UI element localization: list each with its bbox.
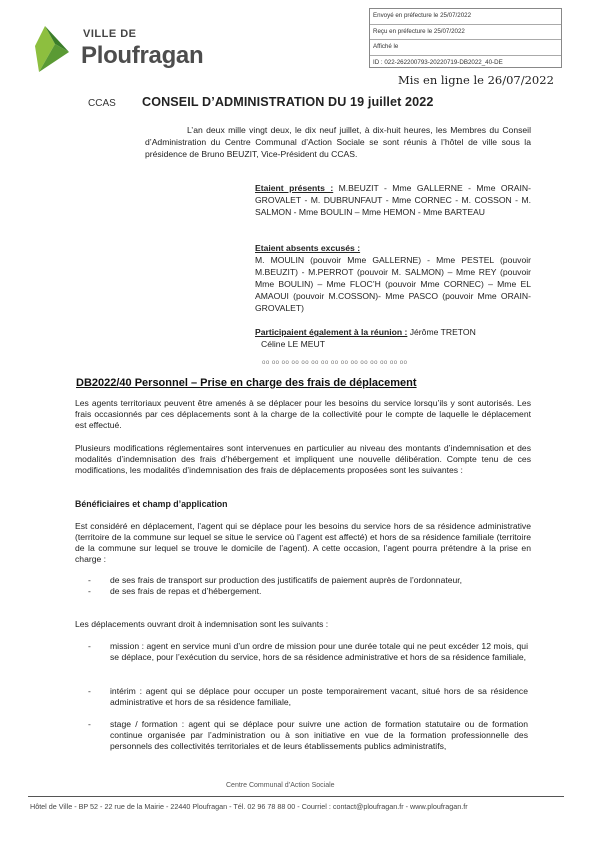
list-item: - intérim : agent qui se déplace pour occuper un poste temporairement vacant, situé hors de sa résidence administrative et hors de sa résidence familiale, bbox=[88, 686, 528, 707]
list-item: - de ses frais de transport sur production des justificatifs de paiement auprès de l’ordonnateur, bbox=[88, 575, 463, 585]
list-item: - mission : agent en service muni d’un ordre de mission pour une durée totale qui ne peut excéder 12 mois, qui se déplace, pour l’exécution du service, hors de sa résidence administrative et hors de sa résidence familiale, bbox=[88, 641, 528, 662]
online-date: Mis en ligne le 26/07/2022 bbox=[398, 73, 554, 87]
attendees-present bbox=[255, 182, 531, 218]
present-list: M.BEUZIT - Mme GALLERNE - Mme ORAIN-GROVALET - M. DUBRUNFAUT - Mme CORNEC - M. COSSON - M. SALMON - Mme BOULIN – Mme HEMON - Mme BARTEAU bbox=[255, 183, 531, 217]
subsection-title: Bénéficiaires et champ d’application bbox=[75, 499, 228, 509]
paragraph-1: Les agents territoriaux peuvent être amenés à se déplacer pour les besoins du service lorsqu’ils y sont autorisés. Les frais occasionnés par ces déplacements sont à la charge de la collectivité pour le compte de laquelle le déplacement est effectué. bbox=[75, 398, 531, 430]
list-deplacements-2 bbox=[88, 686, 528, 708]
stamp-line: Envoyé en préfecture le 25/07/2022 bbox=[370, 9, 561, 25]
participants-list: Jérôme TRETON bbox=[407, 327, 476, 337]
prefecture-stamp bbox=[369, 8, 562, 68]
ccas-label: CCAS bbox=[88, 98, 116, 109]
list-item: - de ses frais de repas et d’hébergement. bbox=[88, 586, 262, 596]
attendees-participants bbox=[255, 326, 531, 350]
footer-divider bbox=[28, 796, 564, 797]
section-title: DB2022/40 Personnel – Prise en charge des frais de déplacement bbox=[76, 377, 417, 389]
paragraph-4: Les déplacements ouvrant droit à indemnisation sont les suivants : bbox=[75, 619, 329, 629]
paragraph-3: Est considéré en déplacement, l’agent qui se déplace pour les besoins du service hors de sa résidence administrative (territoire de la commune sur lequel se situe le service où l’agent est affecté) et hors de sa résidence familiale (territoire de la commune sur lequel se trouve le domicile de l’agent). A cette occasion, l’agent pourra prétendre à la prise en charge : bbox=[75, 521, 531, 564]
separator-dots: oo oo oo oo oo oo oo oo oo oo oo oo oo oo oo bbox=[262, 360, 408, 366]
city-logo-icon bbox=[33, 22, 75, 78]
stamp-line: Reçu en préfecture le 25/07/2022 bbox=[370, 25, 561, 41]
intro-paragraph: L’an deux mille vingt deux, le dix neuf juillet, à dix-huit heures, les Membres du Conseil d’Administration du Centre Communal d’Action Sociale se sont réunis à l’hôtel de ville sous la présidence de Bruno BEUZIT, Vice-Président du CCAS. bbox=[145, 125, 531, 159]
footer-organisation: Centre Communal d’Action Sociale bbox=[226, 782, 335, 789]
list-item: - stage / formation : agent qui se déplace pour suivre une action de formation statutaire ou de formation continue organisée par l’administration ou à son initiative en vue de la formation professionnelle des personnels des collectivités territoriales et de leurs établissements publics administratifs, bbox=[88, 719, 528, 751]
list-charges bbox=[88, 575, 528, 597]
page-title: CONSEIL D’ADMINISTRATION DU 19 juillet 2022 bbox=[142, 95, 434, 109]
absent-list: M. MOULIN (pouvoir Mme GALLERNE) - Mme PESTEL (pouvoir M.BEUZIT) - M.PERROT (pouvoir M. SALMON) – Mme REY (pouvoir Mme BOULIN) – Mme FLOC’H (pouvoir Mme CORNEC) – Mme EL AMAOUI (pouvoir M.COSSON)- Mme PASCO (pouvoir Mme ORAIN-GROVALET) bbox=[255, 255, 531, 313]
participants-line2: Céline LE MEUT bbox=[261, 339, 325, 349]
list-deplacements bbox=[88, 641, 528, 663]
participants-label: Participaient également à la réunion : bbox=[255, 327, 408, 337]
logo-city-name: Ploufragan bbox=[81, 42, 204, 69]
attendees-absent bbox=[255, 242, 531, 314]
present-label: Etaient présents : bbox=[255, 183, 334, 193]
stamp-line: ID : 022-262200793-20220719-DB2022_40-DE bbox=[373, 58, 503, 66]
logo-ville-de: VILLE DE bbox=[83, 28, 137, 40]
absent-label: Etaient absents excusés : bbox=[255, 243, 361, 253]
paragraph-2: Plusieurs modifications réglementaires sont intervenues en particulier au niveau des montants d’indemnisation et des modalités d’indemnisation des frais d’hébergement et impliquent une nouvelle délibération. Compte tenu de ces modifications, les modalités d’indemnisation des frais de déplacements proposées sont les suivantes : bbox=[75, 443, 531, 475]
stamp-line: Affiché le bbox=[370, 40, 561, 56]
list-deplacements-3 bbox=[88, 719, 528, 752]
footer-address: Hôtel de Ville - BP 52 - 22 rue de la Mairie - 22440 Ploufragan - Tél. 02 96 78 88 00 - Courriel : contact@ploufragan.fr - www.ploufragan.fr bbox=[30, 802, 468, 811]
